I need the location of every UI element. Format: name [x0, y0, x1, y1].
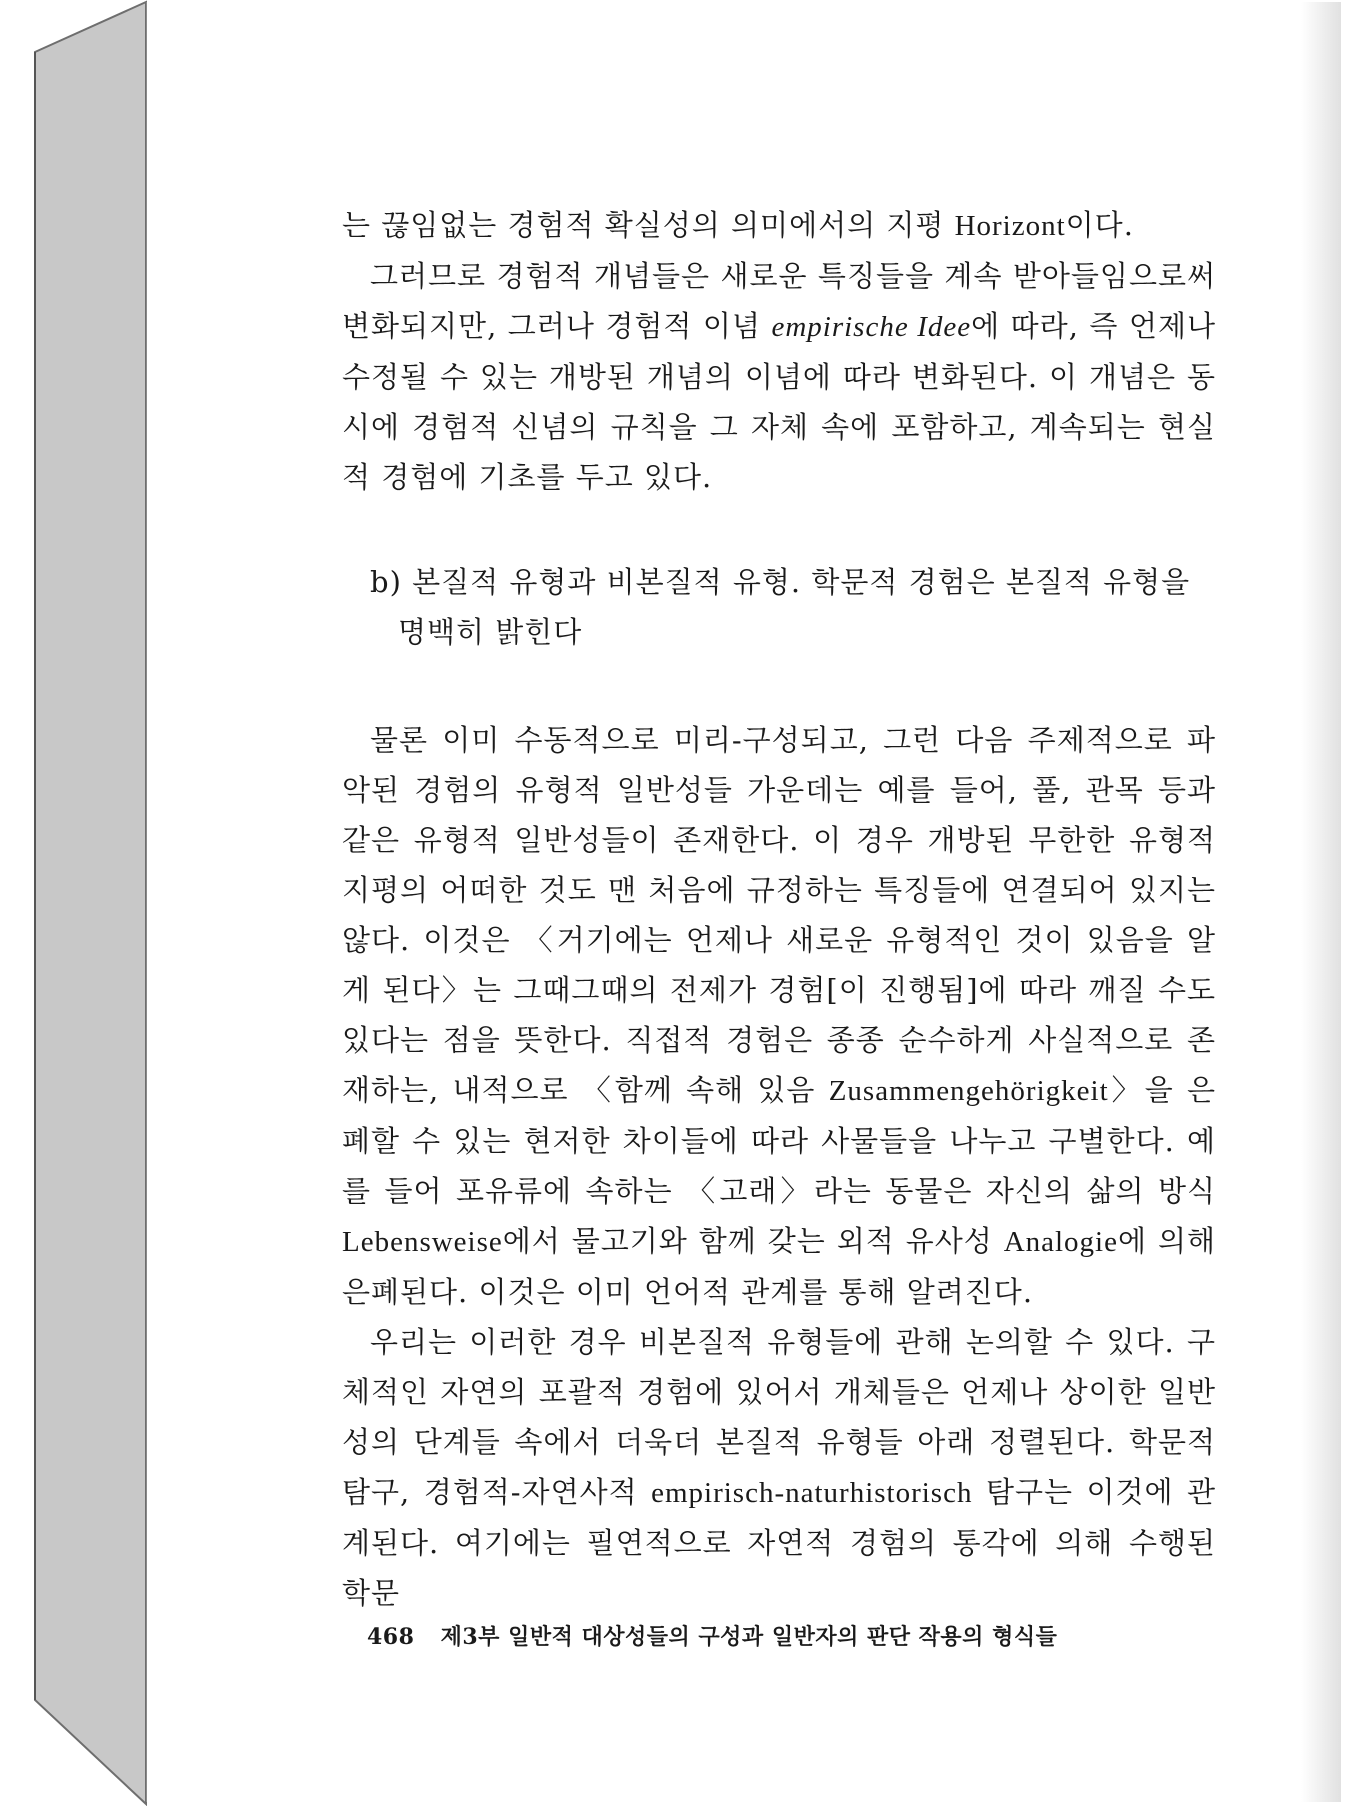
heading-line-1: b) 본질적 유형과 비본질적 유형. 학문적 경험은 본질적 유형을	[370, 565, 1191, 599]
section-heading	[370, 557, 1216, 657]
paragraph-3: 물론 이미 수동적으로 미리-구성되고, 그런 다음 주제적으로 파악된 경험의 유형적 일반성들 가운데는 예를 들어, 풀, 관목 등과 같은 유형적 일반성들이 존재한다. 이 경우 개방된 무한한 유형적 지평의 어떠한 것도 맨 처음에 규정하는 특징들에 연결되어 있지는 않다. 이것은 〈거기에는 언제나 새로운 유형적인 것이 있음을 알게 된다〉는 그때그때의 전제가 경험[이 진행됨]에 따라 깨질 수도 있다는 점을 뜻한다. 직접적 경험은 종종 순수하게 사실적으로 존재하는, 내적으로 〈함께 속해 있음 Zusammengehörigkeit〉을 은폐할 수 있는 현저한 차이들에 따라 사물들을 나누고 구별한다. 예를 들어 포유류에 속하는 〈고래〉라는 동물은 자신의 삶의 방식 Lebensweise에서 물고기와 함께 갖는 외적 유사성 Analogie에 의해 은폐된다. 이것은 이미 언어적 관계를 통해 알려진다.	[342, 723, 1216, 1309]
heading-line-2: 명백히 밝힌다	[398, 615, 583, 649]
paragraph-2: 그러므로 경험적 개념들은 새로운 특징들을 계속 받아들임으로써 변화되지만, 그러나 경험적 이념 empirische Idee에 따라, 즉 언제나 수정될 수 있는 개방된 개념의 이념에 따라 변화된다. 이 개념은 동시에 경험적 신념의 규칙을 그 자체 속에 포함하고, 계속되는 현실적 경험에 기초를 두고 있다.	[342, 259, 1216, 494]
paragraph-4: 우리는 이러한 경우 비본질적 유형들에 관해 논의할 수 있다. 구체적인 자연의 포괄적 경험에 있어서 개체들은 언제나 상이한 일반성의 단계들 속에서 더욱더 본질적 유형들 아래 정렬된다. 학문적 탐구, 경험적-자연사적 empirisch-naturhistorisch 탐구는 이것에 관계된다. 여기에는 필연적으로 자연적 경험의 통각에 의해 수행된 학문	[342, 1325, 1216, 1610]
page-footer	[367, 1620, 1217, 1651]
paragraph-1: 는 끊임없는 경험적 확실성의 의미에서의 지평 Horizont이다.	[342, 208, 1134, 242]
body-text	[342, 200, 1216, 1618]
page-number: 468	[367, 1624, 415, 1650]
running-title: 제3부 일반적 대상성들의 구성과 일반자의 판단 작용의 형식들	[440, 1624, 1058, 1650]
page-edge-shadow	[1301, 2, 1341, 1802]
